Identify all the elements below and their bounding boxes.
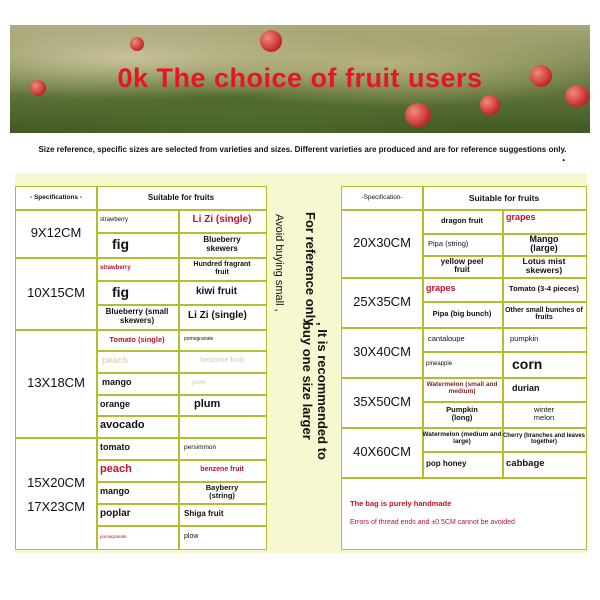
fruit-cell: plow [184, 533, 199, 541]
fruit-cell: plow [192, 379, 206, 386]
size-10x15: 10X15CM [27, 285, 85, 301]
fruit-cell: grapes [426, 283, 456, 294]
fruit-cell: strawberry [100, 217, 129, 224]
size-40x60: 40X60CM [353, 444, 411, 460]
fruit-cell: Li Zi (single) [188, 310, 247, 322]
fruit-cell: benzene fruit [200, 357, 244, 365]
fruit-cell: strawberry [100, 265, 131, 272]
fruit-cell: Other small bunches of fruits [505, 306, 583, 321]
apple-decoration [480, 95, 500, 115]
right-header-spec: -Specification- [361, 193, 403, 201]
fruit-cell: pop honey [426, 458, 467, 468]
fruit-cell: kiwi fruit [196, 285, 238, 297]
handmade-note: The bag is purely handmade [350, 499, 452, 508]
fruit-cell: winter melon [533, 405, 555, 422]
fruit-cell: Bayberry (string) [205, 483, 239, 500]
fruit-cell: persimmon [184, 443, 217, 451]
fruit-cell: plum [194, 397, 221, 410]
fruit-cell: mango [100, 486, 130, 497]
note-dot: . [562, 150, 566, 164]
left-size-table [15, 186, 267, 550]
fruit-cell: tomato [100, 442, 130, 453]
fruit-cell: cabbage [506, 458, 545, 470]
size-15x20: 15X20CM [27, 475, 85, 491]
fruit-cell: peach [102, 355, 129, 366]
fruit-cell: grapes [506, 212, 536, 222]
size-25x35: 25X35CM [353, 294, 411, 310]
apple-decoration [260, 30, 282, 52]
fruit-cell: Tomato (single) [109, 334, 165, 344]
fruit-cell: orange [100, 398, 131, 409]
fruit-cell: Hundred fragrant fruit [193, 261, 251, 276]
fruit-cell: Pumpkin (long) [446, 405, 478, 422]
size-17x23: 17X23CM [27, 499, 85, 515]
fruit-cell: mango [102, 377, 132, 388]
fruit-cell: pomegranate [100, 533, 127, 539]
fruit-cell: Tomato (3-4 pieces) [509, 284, 579, 294]
apple-decoration [130, 37, 144, 51]
left-header-fruits: Suitable for fruits [147, 192, 215, 202]
avoid-small-note: Avoid buying small , [273, 214, 285, 312]
fruit-cell: corn [512, 355, 543, 372]
left-header-spec: - Specifications - [29, 193, 82, 201]
reference-note: For reference only [303, 212, 318, 326]
fruit-cell: dragon fruit [440, 216, 484, 226]
size-20x30: 20X30CM [353, 235, 411, 251]
fruit-cell: pomegranate [184, 335, 214, 342]
fruit-cell: benzene fruit [200, 466, 244, 474]
fruit-cell: Blueberry (small skewers) [105, 307, 169, 325]
size-35x50: 35X50CM [353, 394, 411, 410]
fruit-cell: fig [112, 283, 130, 300]
fruit-cell: Cherry (branches and leaves together) [502, 432, 586, 445]
fruit-cell: Watermelon (medium and large) [422, 431, 502, 445]
banner-title: 0k The choice of fruit users [117, 63, 483, 93]
size-13x18: 13X18CM [27, 375, 85, 391]
fruit-cell: pumpkin [510, 334, 539, 344]
fruit-cell: Blueberry skewers [203, 235, 241, 253]
fruit-cell: Pipa (string) [428, 239, 469, 249]
fruit-cell: cantaloupe [428, 334, 465, 344]
size-9x12: 9X12CM [30, 225, 82, 241]
fruit-cell: Lotus mist skewers) [522, 256, 566, 275]
fruit-cell: Li Zi (single) [192, 214, 252, 226]
right-header-fruits: Suitable for fruits [468, 192, 540, 203]
fruit-cell: yellow peel fruit [440, 256, 484, 274]
tolerance-note: Errors of thread ends and ±0.5CM cannot be avoided [350, 519, 515, 526]
fruit-cell: peach [100, 463, 132, 476]
fruit-cell: Shiga fruit [184, 508, 224, 518]
buy-larger-note: , It is recommended to buy one size larger [300, 322, 330, 460]
banner-image [10, 25, 590, 133]
fruit-cell: avocado [100, 419, 145, 432]
fruit-cell: Mango (large) [529, 233, 559, 253]
apple-decoration [405, 103, 431, 127]
fruit-cell: Watermelon (small and medium) [426, 381, 498, 395]
fruit-cell: durian [512, 383, 540, 394]
fruit-cell: pineapple [426, 360, 453, 367]
fruit-cell: fig [112, 236, 130, 253]
fruit-cell: Pipa (big bunch) [432, 309, 492, 319]
size-note [30, 145, 575, 155]
right-size-table [341, 186, 587, 550]
size-note-text: Size reference, specific sizes are selected from varieties and sizes. Different varieties are produced and are for reference suggestions only. [38, 145, 567, 154]
fruit-cell: poplar [100, 507, 131, 519]
size-30x40: 30X40CM [353, 344, 411, 360]
